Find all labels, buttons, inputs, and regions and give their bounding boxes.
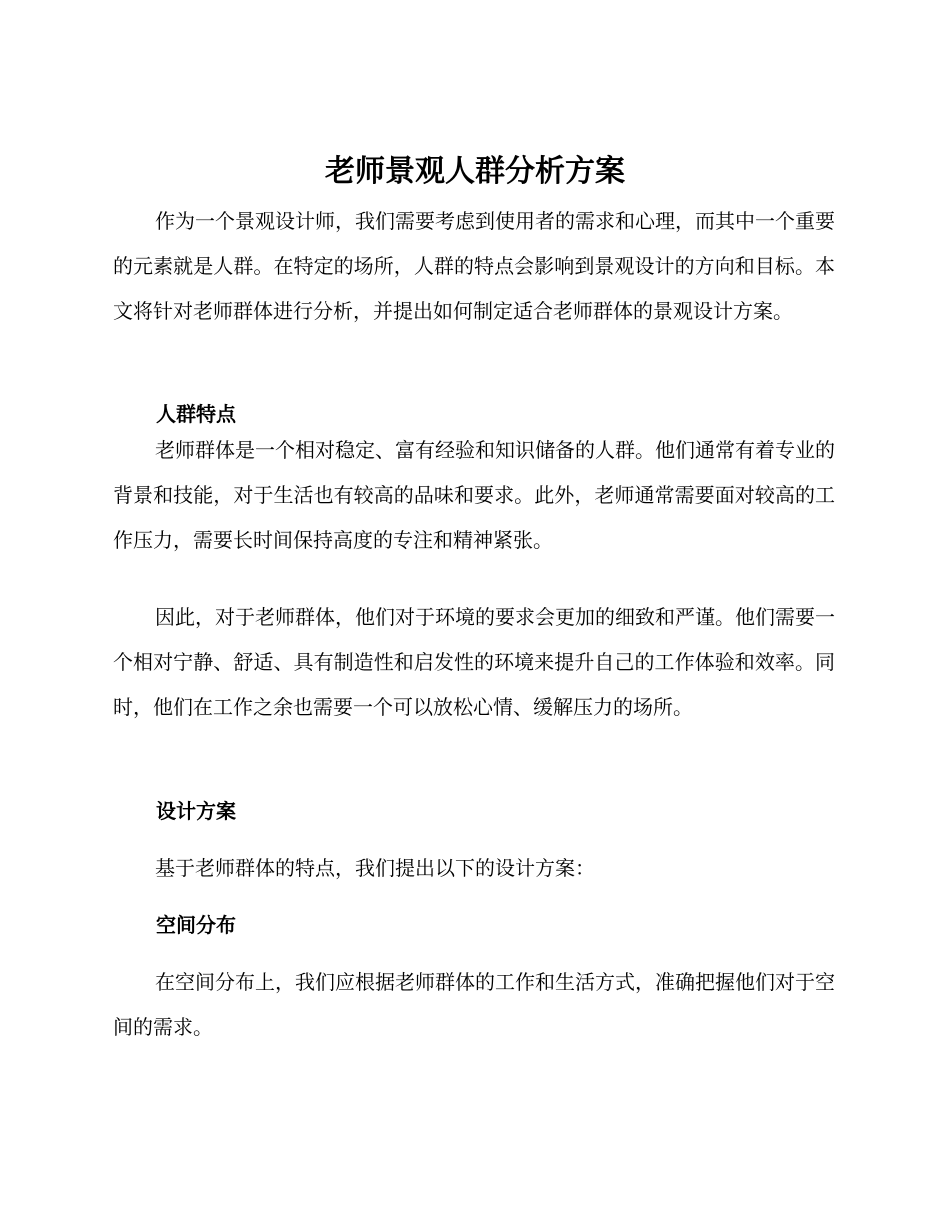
section-heading-design-plan: 设计方案 bbox=[156, 799, 236, 823]
crowd-features-paragraph-1: 老师群体是一个相对稳定、富有经验和知识储备的人群。他们通常有着专业的背景和技能，对于生活也有较高的品味和要求。此外，老师通常需要面对较高的工作压力，需要长时间保持高度的专注和精神紧张。 bbox=[113, 438, 835, 552]
crowd-features-paragraph-2: 因此，对于老师群体，他们对于环境的要求会更加的细致和严谨。他们需要一个相对宁静、舒适、具有制造性和启发性的环境来提升自己的工作体验和效率。同时，他们在工作之余也需要一个可以放松心情、缓解压力的场所。 bbox=[113, 605, 835, 719]
design-plan-paragraph: 基于老师群体的特点，我们提出以下的设计方案： bbox=[155, 856, 595, 880]
document-title: 老师景观人群分析方案 bbox=[325, 154, 625, 189]
section-heading-crowd-features: 人群特点 bbox=[156, 402, 236, 426]
space-distribution-paragraph: 在空间分布上，我们应根据老师群体的工作和生活方式，准确把握他们对于空间的需求。 bbox=[113, 970, 835, 1039]
section-heading-space-distribution: 空间分布 bbox=[156, 913, 236, 937]
intro-paragraph: 作为一个景观设计师，我们需要考虑到使用者的需求和心理，而其中一个重要的元素就是人群。在特定的场所，人群的特点会影响到景观设计的方向和目标。本文将针对老师群体进行分析，并提出如何制定适合老师群体的景观设计方案。 bbox=[113, 209, 835, 323]
